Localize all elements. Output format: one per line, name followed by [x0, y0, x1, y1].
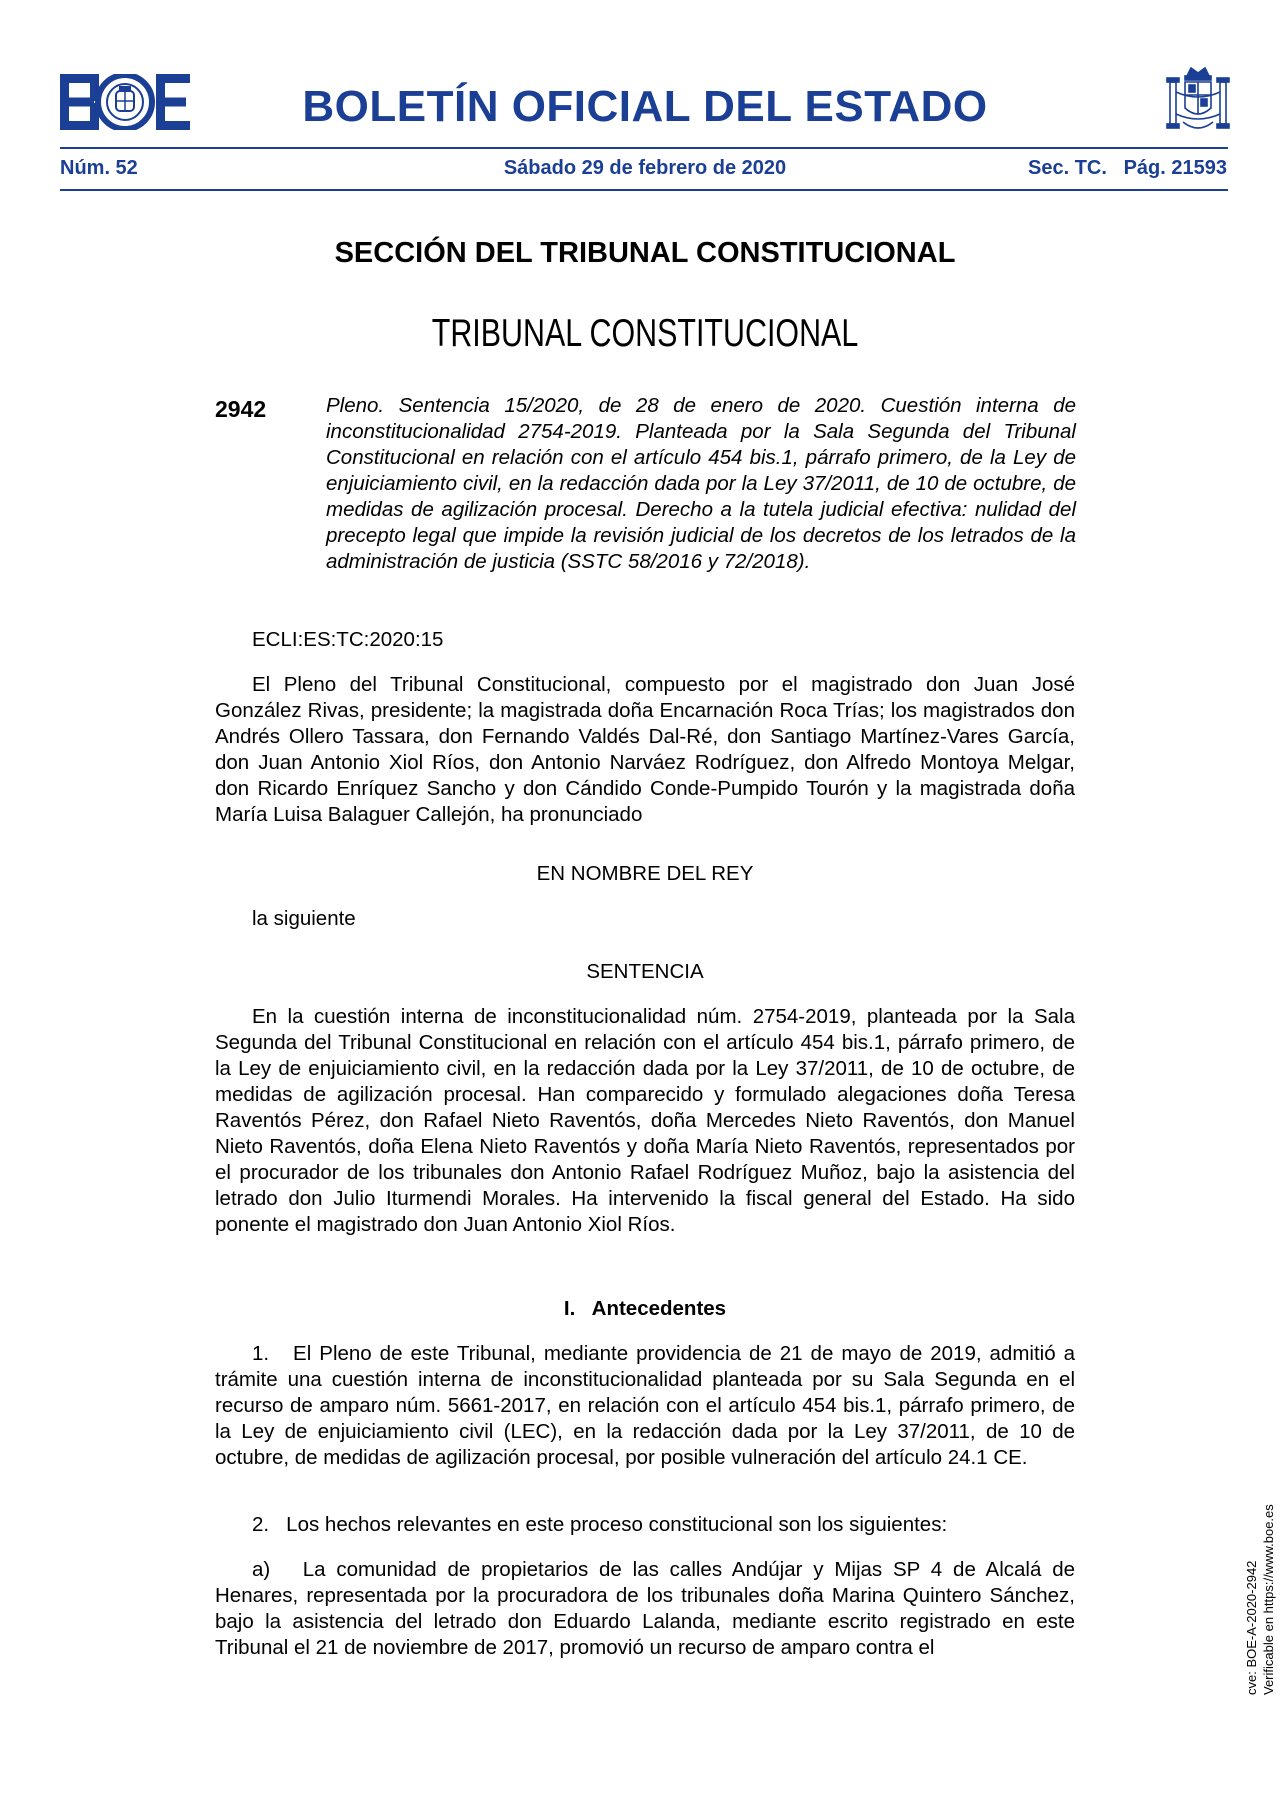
sentence-heading: SENTENCIA	[586, 960, 704, 983]
header-rule-bottom	[60, 189, 1228, 191]
cve-code: cve: BOE-A-2020-2942	[1244, 1560, 1259, 1695]
following-text: la siguiente	[252, 907, 356, 930]
paragraph-1: 1. El Pleno de este Tribunal, mediante providencia de 21 de mayo de 2019, admitió a trámite una cuestión interna de inconstitucionalidad planteada por su Sala Segunda en el recurso de amparo núm. 5661-2017, en relación con el artículo 454 bis.1, párrafo primero, de la Ley de enjuiciamiento civil (LEC), en la redacción dada por la Ley 37/2011, de 10 de octubre, de medidas de agilización procesal, por posible vulneración del artículo 24.1 CE.	[215, 1342, 1081, 1469]
header-rule-top	[60, 147, 1228, 149]
composition-paragraph: El Pleno del Tribunal Constitucional, compuesto por el magistrado don Juan José González Rivas, presidente; la magistrada doña Encarnación Roca Trías; los magistrados don Andrés Ollero Tassara, don Fernando Valdés Dal-Ré, don Santiago Martínez-Vares García, don Juan Antonio Xiol Ríos, don Antonio Narváez Rodríguez, don Alfredo Montoya Melgar, don Ricardo Enríquez Sancho y don Cándido Conde-Pumpido Tourón y la magistrada doña María Luisa Balaguer Callejón, ha pronunciado	[215, 673, 1075, 826]
coat-of-arms-icon	[1163, 62, 1233, 142]
antecedentes-heading: I. Antecedentes	[563, 1297, 727, 1320]
verification-note	[1243, 1435, 1277, 1695]
issue-number: Núm. 52	[60, 157, 138, 179]
ecli-identifier: ECLI:ES:TC:2020:15	[252, 628, 444, 651]
section-page-label: Sec. TC. Pág. 21593	[1028, 157, 1227, 179]
section-title: SECCIÓN DEL TRIBUNAL CONSTITUCIONAL	[334, 237, 956, 269]
paragraph-2: 2. Los hechos relevantes en este proceso constitucional son los siguientes:	[252, 1513, 948, 1536]
issue-date: Sábado 29 de febrero de 2020	[503, 157, 787, 179]
king-heading: EN NOMBRE DEL REY	[536, 862, 754, 885]
entry-number: 2942	[215, 396, 267, 422]
court-title: TRIBUNAL CONSTITUCIONAL	[431, 312, 859, 355]
intro-paragraph: En la cuestión interna de inconstitucionalidad núm. 2754-2019, planteada por la Sala Segunda del Tribunal Constitucional en relación con el artículo 454 bis.1, párrafo primero, de la Ley de enjuiciamiento civil, en la redacción dada por la Ley 37/2011, de 10 de octubre, de medidas de agilización procesal. Han comparecido y formulado alegaciones doña Teresa Raventós Pérez, don Rafael Nieto Raventós, doña Mercedes Nieto Raventós, don Manuel Nieto Raventós, doña Elena Nieto Raventós y doña María Nieto Raventós, representados por el procurador de los tribunales don Antonio Rafael Rodríguez Muñoz, bajo la asistencia del letrado don Julio Iturmendi Morales. Ha intervenido la fiscal general del Estado. Ha sido ponente el magistrado don Juan Antonio Xiol Ríos.	[215, 1005, 1075, 1236]
paragraph-a: a) La comunidad de propietarios de las calles Andújar y Mijas SP 4 de Alcalá de Henares, representada por la procuradora de los tribunales doña Marina Quintero Sánchez, bajo la asistencia del letrado don Eduardo Lalanda, mediante escrito registrado en este Tribunal el 21 de noviembre de 2017, promovió un recurso de amparo contra el	[215, 1558, 1081, 1659]
entry-summary: Pleno. Sentencia 15/2020, de 28 de enero de 2020. Cuestión interna de inconstitucionalidad 2754-2019. Planteada por la Sala Segunda del Tribunal Constitucional en relación con el artículo 454 bis.1, párrafo primero, de la Ley de enjuiciamiento civil, en la redacción dada por la Ley 37/2011, de 10 de octubre, de medidas de agilización procesal. Derecho a la tutela judicial efectiva: nulidad del precepto legal que impide la revisión judicial de los decretos de los letrados de la administración de justicia (SSTC 58/2016 y 72/2018).	[326, 394, 1076, 573]
verification-link[interactable]: Verificable en https://www.boe.es	[1261, 1504, 1276, 1695]
bulletin-title: BOLETÍN OFICIAL DEL ESTADO	[302, 82, 988, 131]
